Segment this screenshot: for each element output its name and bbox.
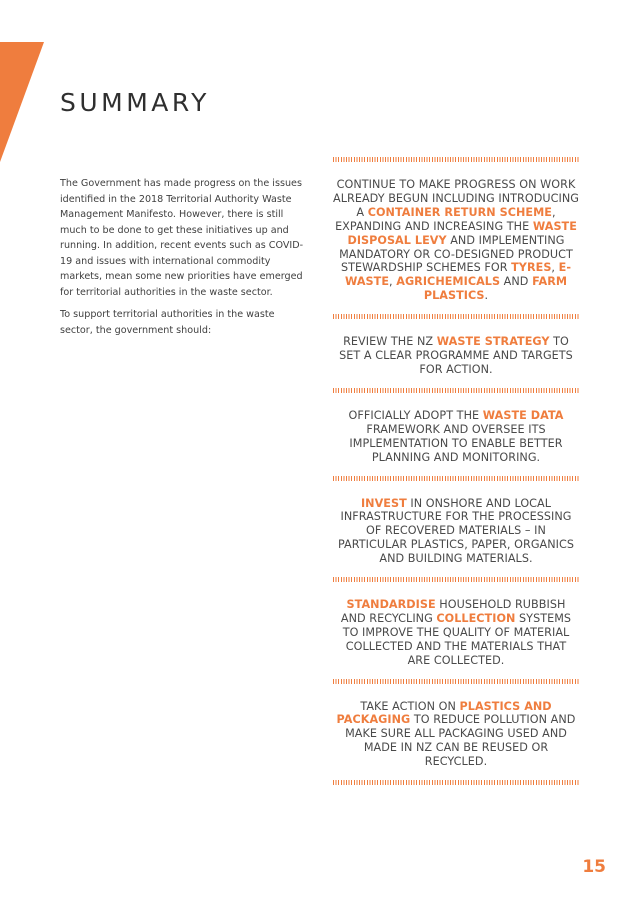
action-item-2 xyxy=(333,319,579,388)
action-6-text: TAKE ACTION ON PLASTICS AND PACKAGING TO REDUCE POLLUTION AND MAKE SURE ALL PACKAGING USED AND MADE IN NZ CAN BE REUSED OR RECYCLED. xyxy=(336,699,576,769)
action-item-4 xyxy=(333,481,579,578)
corner-triangle-decoration xyxy=(0,42,44,162)
action-2-text: REVIEW THE NZ WASTE STRATEGY TO SET A CLEAR PROGRAMME AND TARGETS FOR ACTION. xyxy=(339,335,573,376)
intro-paragraph-1: The Government has made progress on the issues identified in the 2018 Territorial Authority Waste Management Manifesto. However, there is still much to be done to get these initiatives up and running. In addition, recent events such as COVID-19 and issues with international commodity markets, mean some new priorities have emerged for territorial authorities in the waste sector. xyxy=(60,178,304,298)
dotted-divider xyxy=(333,780,579,785)
action-item-1 xyxy=(333,162,579,314)
action-item-3 xyxy=(333,393,579,476)
page-number: 15 xyxy=(582,857,606,877)
intro-text xyxy=(60,176,308,345)
action-1-text: CONTINUE TO MAKE PROGRESS ON WORK ALREADY BEGUN INCLUDING INTRODUCING A CONTAINER RETURN SCHEME, EXPANDING AND INCREASING THE WASTE DISPOSAL LEVY AND IMPLEMENTING MANDATORY OR CO-DESIGNED PRODUCT STEWARDSHIP SCHEMES FOR TYRES, E-WASTE, AGRICHEMICALS AND FARM PLASTICS. xyxy=(333,178,579,303)
page-title: SUMMARY xyxy=(60,88,210,117)
action-item-6 xyxy=(333,684,579,781)
intro-paragraph-2: To support territorial authorities in the waste sector, the government should: xyxy=(60,309,275,336)
action-3-text: OFFICIALLY ADOPT THE WASTE DATA FRAMEWORK AND OVERSEE ITS IMPLEMENTATION TO ENABLE BETTER PLANNING AND MONITORING. xyxy=(348,408,564,464)
action-list xyxy=(333,157,579,785)
action-5-text: STANDARDISE HOUSEHOLD RUBBISH AND RECYCLING COLLECTION SYSTEMS TO IMPROVE THE QUALITY OF MATERIAL COLLECTED AND THE MATERIALS THAT ARE COLLECTED. xyxy=(340,598,572,667)
action-item-5 xyxy=(333,582,579,679)
action-4-text: INVEST IN ONSHORE AND LOCAL INFRASTRUCTURE FOR THE PROCESSING OF RECOVERED MATERIALS – IN PARTICULAR PLASTICS, PAPER, ORGANICS AND BUILDING MATERIALS. xyxy=(337,496,575,566)
